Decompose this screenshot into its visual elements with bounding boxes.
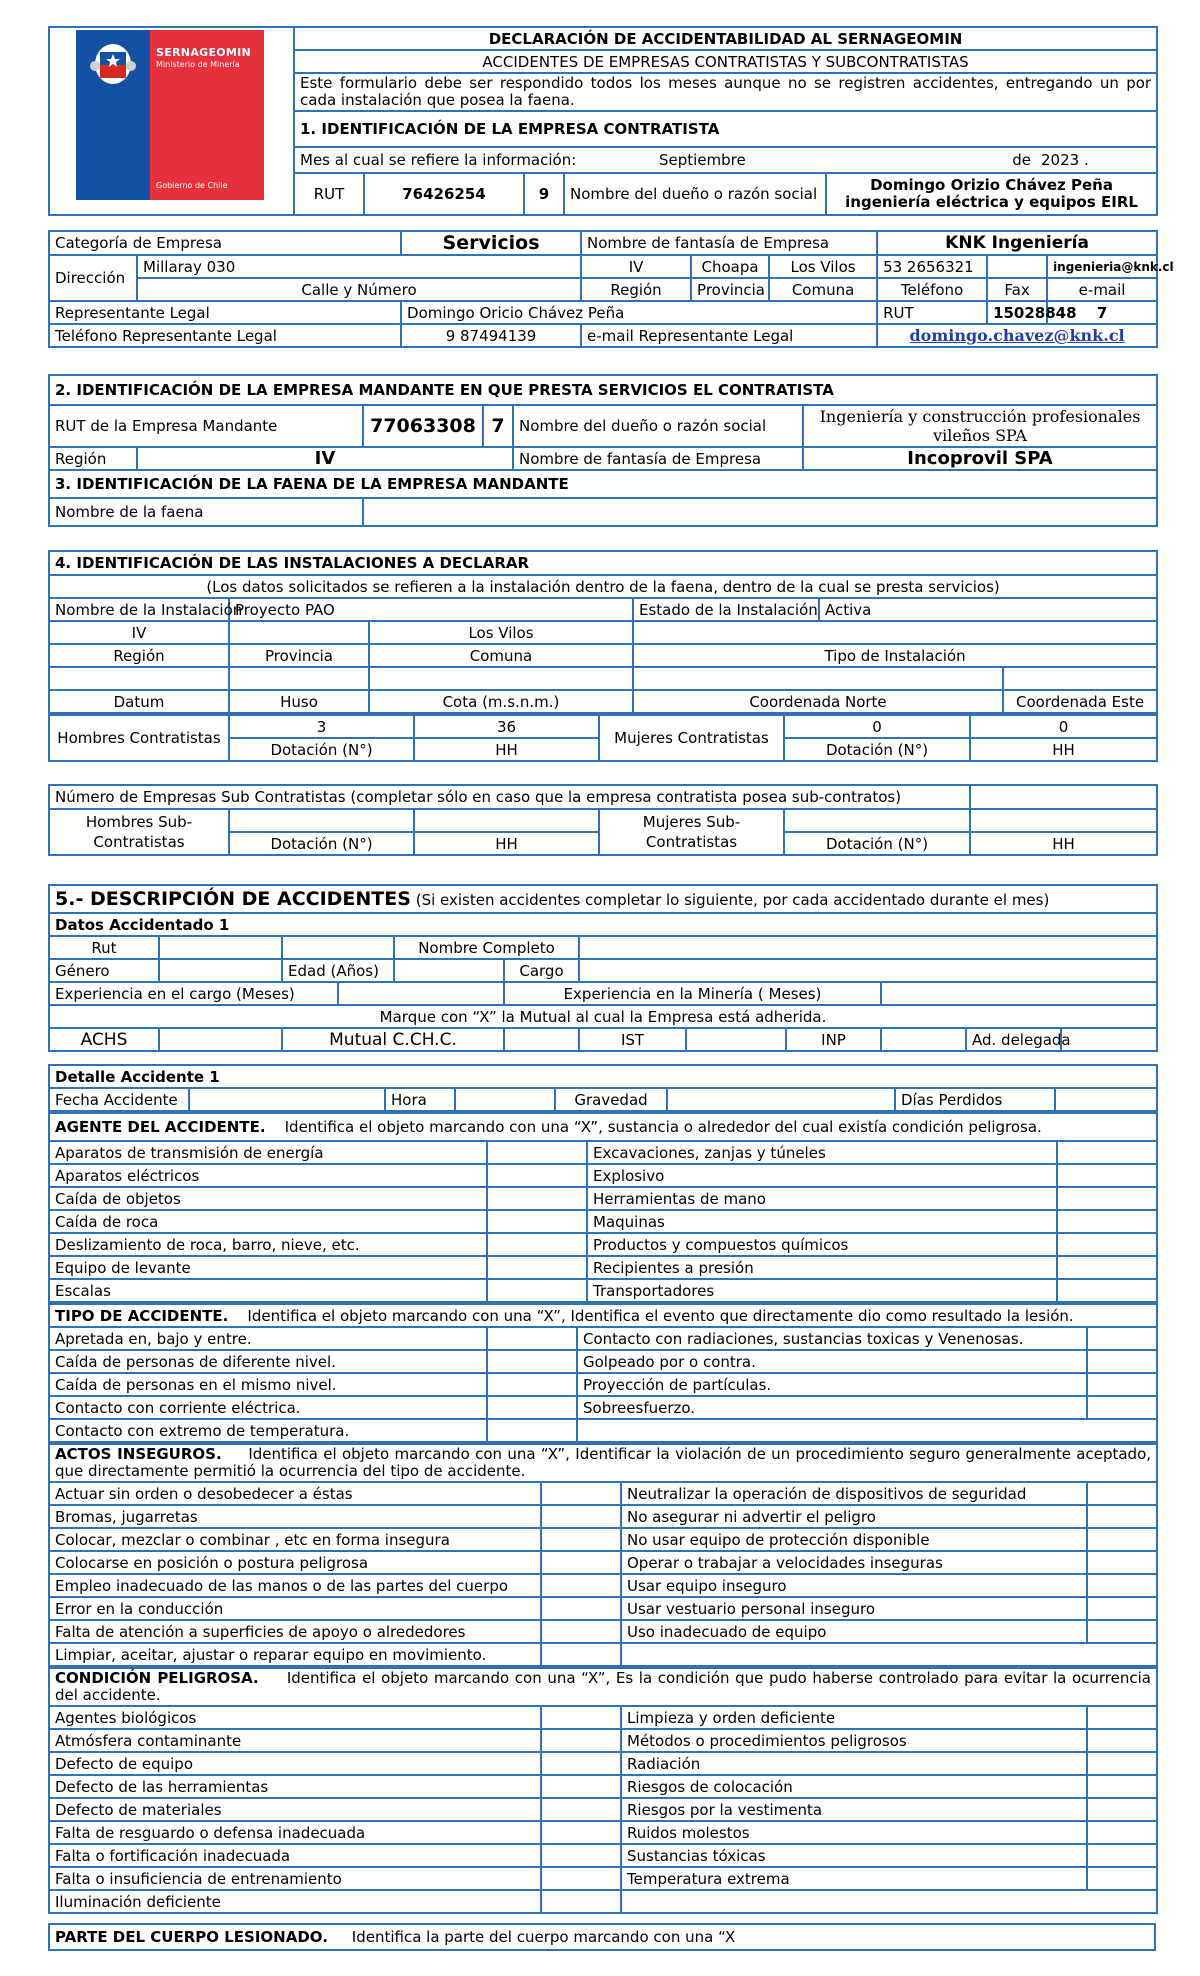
agent-right-check[interactable] [1057, 1233, 1157, 1256]
mutual-ist-label: IST [579, 1028, 686, 1051]
cond-left-check[interactable] [541, 1775, 621, 1798]
body-part-title: PARTE DEL CUERPO LESIONADO. [55, 1928, 328, 1946]
north-label: Coordenada Norte [633, 690, 1003, 713]
mandante-fantasy-value[interactable]: Incoprovil SPA [803, 447, 1157, 470]
men-contract-dot[interactable]: 3 [229, 715, 414, 738]
exp-position-value[interactable] [338, 982, 504, 1005]
faena-value[interactable] [363, 498, 1157, 526]
cond-left-item: Defecto de materiales [49, 1798, 541, 1821]
acts-left-check[interactable] [541, 1574, 621, 1597]
section-3-title: 3. IDENTIFICACIÓN DE LA FAENA DE LA EMPRESA MANDANTE [49, 470, 1157, 498]
victim-position-value[interactable] [579, 959, 1157, 982]
acts-right-item: Usar vestuario personal inseguro [621, 1597, 1087, 1620]
exp-mining-value[interactable] [881, 982, 1157, 1005]
rep-phone-label: Teléfono Representante Legal [49, 324, 401, 347]
sub-men-dot-label: Dotación (N°) [229, 832, 414, 855]
sub-count-value[interactable] [970, 785, 1157, 809]
body-part-block [48, 1923, 1156, 1951]
logo-ministry: Ministerio de Minería [156, 60, 240, 69]
mutual-cchc-label: Mutual C.CH.C. [282, 1028, 504, 1051]
cond-left-item: Iluminación deficiente [49, 1890, 541, 1913]
acts-right-item: No usar equipo de protección disponible [621, 1528, 1087, 1551]
cota-label: Cota (m.s.n.m.) [369, 690, 633, 713]
agent-left-check[interactable] [487, 1164, 587, 1187]
agent-left-check[interactable] [487, 1256, 587, 1279]
fantasy-value[interactable]: KNK Ingeniería [877, 231, 1157, 255]
exp-mining-label: Experiencia en la Minería ( Meses) [504, 982, 881, 1005]
east-label: Coordenada Este [1003, 690, 1157, 713]
inst-commune-value[interactable]: Los Vilos [369, 621, 633, 644]
cond-right-check[interactable] [1087, 1798, 1157, 1821]
acts-left-item: Falta de atención a superficies de apoyo o alrededores [49, 1620, 541, 1643]
type-left-item: Caída de personas de diferente nivel. [49, 1350, 487, 1373]
category-label: Categoría de Empresa [49, 231, 401, 255]
section-1-title: 1. IDENTIFICACIÓN DE LA EMPRESA CONTRATISTA [294, 111, 1157, 147]
datum-label: Datum [49, 690, 229, 713]
mandante-rut-value[interactable]: 77063308 [363, 405, 483, 447]
agent-right-check[interactable] [1057, 1210, 1157, 1233]
province-label: Provincia [691, 278, 769, 301]
acts-left-check[interactable] [541, 1505, 621, 1528]
accident-hour-value[interactable] [455, 1088, 555, 1111]
section-5-header [49, 885, 1157, 913]
rep-rut-value[interactable]: 15028848 [987, 301, 1047, 324]
inst-province-value[interactable] [229, 621, 369, 644]
acts-right-check[interactable] [1087, 1574, 1157, 1597]
mutual-delegada-check[interactable] [1061, 1028, 1157, 1051]
acts-title: ACTOS INSEGUROS. [55, 1445, 222, 1463]
rep-email-link[interactable]: domingo.chavez@knk.cl [909, 325, 1125, 345]
agent-left-check[interactable] [487, 1187, 587, 1210]
type-left-item: Contacto con extremo de temperatura. [49, 1419, 487, 1442]
type-right-empty [577, 1419, 1157, 1442]
cond-right-check[interactable] [1087, 1775, 1157, 1798]
fantasy-label: Nombre de fantasía de Empresa [581, 231, 877, 255]
cond-left-item: Agentes biológicos [49, 1706, 541, 1729]
cond-left-item: Defecto de equipo [49, 1752, 541, 1775]
section-2-table [48, 374, 1158, 527]
acts-right-check[interactable] [1087, 1482, 1157, 1505]
north-value[interactable] [633, 667, 1003, 690]
region-value[interactable]: IV [581, 255, 691, 278]
street-label: Calle y Número [137, 278, 581, 301]
huso-label: Huso [229, 690, 369, 713]
state-label: Estado de la Instalación [633, 598, 819, 621]
sub-men-label: Hombres Sub-Contratistas [49, 809, 229, 855]
agent-right-check[interactable] [1057, 1279, 1157, 1302]
cond-left-item: Falta o fortificación inadecuada [49, 1844, 541, 1867]
section-1-block [48, 26, 1156, 216]
victim-name-value[interactable] [579, 936, 1157, 959]
acts-left-item: Error en la conducción [49, 1597, 541, 1620]
sub-women-hh[interactable] [970, 809, 1157, 832]
women-contract-hh[interactable]: 0 [970, 715, 1157, 738]
acts-left-item: Colocar, mezclar o combinar , etc en forma insegura [49, 1528, 541, 1551]
cond-right-item: Riesgos de colocación [621, 1775, 1087, 1798]
men-contract-label: Hombres Contratistas [49, 715, 229, 761]
commune-value[interactable]: Los Vilos [769, 255, 877, 278]
acts-right-item: Neutralizar la operación de dispositivos de seguridad [621, 1482, 1087, 1505]
region-label: Región [581, 278, 691, 301]
state-value[interactable]: Activa [819, 598, 1157, 621]
inst-commune-label: Comuna [369, 644, 633, 667]
datum-value[interactable] [49, 667, 229, 690]
acts-left-check[interactable] [541, 1482, 621, 1505]
section-5-note: (Si existen accidentes completar lo siguiente, por cada accidentado durante el mes) [415, 891, 1050, 909]
acts-right-check[interactable] [1087, 1505, 1157, 1528]
sub-women-dot-label: Dotación (N°) [784, 832, 970, 855]
section-4-title: 4. IDENTIFICACIÓN DE LAS INSTALACIONES A DECLARAR [49, 551, 1157, 575]
rut-label: RUT [294, 173, 364, 215]
type-left-check[interactable] [487, 1327, 577, 1350]
men-hh-label: HH [414, 738, 599, 761]
agent-left-item: Aparatos eléctricos [49, 1164, 487, 1187]
cond-left-item: Falta o insuficiencia de entrenamiento [49, 1867, 541, 1890]
cond-left-check[interactable] [541, 1844, 621, 1867]
type-right-check[interactable] [1087, 1350, 1157, 1373]
header-table [48, 26, 1158, 216]
month-value[interactable]: Septiembre [654, 147, 931, 173]
section-4-note: (Los datos solicitados se refieren a la instalación dentro de la faena, dentro de la cual se presta servicios) [49, 575, 1157, 598]
women-hh-label: HH [970, 738, 1157, 761]
type-left-item: Caída de personas en el mismo nivel. [49, 1373, 487, 1396]
mutual-note: Marque con “X” la Mutual al cual la Empresa está adherida. [49, 1005, 1157, 1028]
accident-hour-label: Hora [385, 1088, 455, 1111]
email-label: e-mail [1047, 278, 1157, 301]
type-right-check[interactable] [1087, 1327, 1157, 1350]
acts-left-item: Limpiar, aceitar, ajustar o reparar equipo en movimiento. [49, 1643, 541, 1666]
rep-email-value[interactable] [877, 324, 1157, 347]
type-right-item: Sobreesfuerzo. [577, 1396, 1087, 1419]
cond-right-empty [621, 1890, 1157, 1913]
type-left-check[interactable] [487, 1373, 577, 1396]
conditions-header [49, 1668, 1157, 1706]
acts-right-item: Uso inadecuado de equipo [621, 1620, 1087, 1643]
acts-table [48, 1443, 1158, 1667]
type-table [48, 1303, 1158, 1443]
mandante-rut-label: RUT de la Empresa Mandante [49, 405, 363, 447]
acts-right-check[interactable] [1087, 1620, 1157, 1643]
company-table [48, 230, 1174, 348]
acts-left-item: Bromas, jugarretas [49, 1505, 541, 1528]
acts-left-item: Actuar sin orden o desobedecer a éstas [49, 1482, 541, 1505]
cond-left-check[interactable] [541, 1821, 621, 1844]
section-4-block [48, 550, 1156, 762]
agent-left-check[interactable] [487, 1279, 587, 1302]
street-value[interactable]: Millaray 030 [137, 255, 581, 278]
sub-count-label: Número de Empresas Sub Contratistas (completar sólo en caso que la empresa contratista posea sub-contratos) [49, 785, 970, 809]
rep-rut-label: RUT [877, 301, 987, 324]
section-2-block [48, 374, 1156, 527]
victim-gender-value[interactable] [159, 959, 282, 982]
year-value[interactable]: 2023 . [1036, 147, 1157, 173]
agent-left-check[interactable] [487, 1233, 587, 1256]
cond-left-check[interactable] [541, 1890, 621, 1913]
agent-desc: Identifica el objeto marcando con una “X”, sustancia o alrededor del cual existía condición peligrosa. [284, 1118, 1042, 1136]
logo-gov: Gobierno de Chile [156, 181, 228, 190]
victim-name-label: Nombre Completo [394, 936, 579, 959]
body-part-header [49, 1924, 1155, 1950]
east-value[interactable] [1003, 667, 1157, 690]
detail-title: Detalle Accidente 1 [49, 1065, 1157, 1088]
cond-left-check[interactable] [541, 1706, 621, 1729]
accident-detail-table [48, 1064, 1158, 1112]
mandante-owner-value[interactable]: Ingeniería y construcción profesionales vileños SPA [803, 405, 1157, 447]
sub-women-dot[interactable] [784, 809, 970, 832]
sub-men-hh-label: HH [414, 832, 599, 855]
victim-rut-dv[interactable] [282, 936, 394, 959]
women-contract-dot[interactable]: 0 [784, 715, 970, 738]
conditions-title: CONDICIÓN PELIGROSA. [55, 1669, 259, 1687]
inst-type-label: Tipo de Instalación [633, 644, 1157, 667]
accident-severity-value[interactable] [667, 1088, 895, 1111]
type-right-item: Golpeado por o contra. [577, 1350, 1087, 1373]
agent-right-check[interactable] [1057, 1256, 1157, 1279]
rep-rut-dv[interactable]: 7 [1047, 301, 1157, 324]
acts-left-check[interactable] [541, 1643, 621, 1666]
rep-value[interactable]: Domingo Oricio Chávez Peña [401, 301, 877, 324]
cond-left-check[interactable] [541, 1798, 621, 1821]
mandante-owner-label: Nombre del dueño o razón social [513, 405, 803, 447]
type-desc: Identifica el objeto marcando con una “X”, Identifica el evento que directamente dio como resultado la lesión. [247, 1306, 1074, 1325]
acts-left-check[interactable] [541, 1597, 621, 1620]
cond-left-item: Defecto de las herramientas [49, 1775, 541, 1798]
fax-value[interactable] [987, 255, 1047, 278]
form-subtitle: ACCIDENTES DE EMPRESAS CONTRATISTAS Y SUBCONTRATISTAS [294, 50, 1157, 73]
accident-severity-label: Gravedad [555, 1088, 667, 1111]
agent-table [48, 1112, 1158, 1303]
cond-left-item: Atmósfera contaminante [49, 1729, 541, 1752]
victim-position-label: Cargo [504, 959, 579, 982]
owner-label: Nombre del dueño o razón social [564, 173, 826, 215]
acts-right-check[interactable] [1087, 1528, 1157, 1551]
logo-cell [49, 27, 294, 215]
mandante-rut-dv[interactable]: 7 [483, 405, 513, 447]
form-title: DECLARACIÓN DE ACCIDENTABILIDAD AL SERNAGEOMIN [294, 27, 1157, 50]
body-part-desc: Identifica la parte del cuerpo marcando con una “X [351, 1928, 736, 1946]
agent-right-item: Explosivo [587, 1164, 1057, 1187]
accident-detail-block [48, 1064, 1156, 1914]
sub-men-dot[interactable] [229, 809, 414, 832]
rut-dv[interactable]: 9 [524, 173, 564, 215]
inst-region-label: Región [49, 644, 229, 667]
agent-right-item: Productos y compuestos químicos [587, 1233, 1057, 1256]
cond-right-check[interactable] [1087, 1867, 1157, 1890]
section-2-title: 2. IDENTIFICACIÓN DE LA EMPRESA MANDANTE EN QUE PRESTA SERVICIOS EL CONTRATISTA [49, 375, 1157, 405]
accident-date-label: Fecha Accidente [49, 1088, 189, 1111]
cond-right-check[interactable] [1087, 1821, 1157, 1844]
commune-label: Comuna [769, 278, 877, 301]
agent-right-check[interactable] [1057, 1164, 1157, 1187]
installation-value[interactable]: Proyecto PAO [229, 598, 633, 621]
agent-header [49, 1113, 1157, 1141]
agent-left-check[interactable] [487, 1210, 587, 1233]
workers-table [48, 714, 1158, 762]
cond-left-check[interactable] [541, 1867, 621, 1890]
women-dot-label: Dotación (N°) [784, 738, 970, 761]
email-value[interactable]: ingenieria@knk.cl [1047, 255, 1157, 278]
month-label: Mes al cual se refiere la información: [294, 147, 654, 173]
cond-left-check[interactable] [541, 1752, 621, 1775]
form-note: Este formulario debe ser respondido todos los meses aunque no se registren accidentes, entregando un por cada instalación que posea la faena. [294, 73, 1157, 111]
agent-right-check[interactable] [1057, 1141, 1157, 1164]
cond-left-item: Falta de resguardo o defensa inadecuada [49, 1821, 541, 1844]
rep-label: Representante Legal [49, 301, 401, 324]
accident-date-value[interactable] [189, 1088, 385, 1111]
acts-header [49, 1444, 1157, 1482]
acts-left-check[interactable] [541, 1528, 621, 1551]
type-right-item: Proyección de partículas. [577, 1373, 1087, 1396]
cond-right-check[interactable] [1087, 1729, 1157, 1752]
installation-label: Nombre de la Instalación [49, 598, 229, 621]
mutual-achs-label: ACHS [49, 1028, 159, 1051]
phone-value[interactable]: 53 2656321 [877, 255, 987, 278]
mutual-ist-check[interactable] [686, 1028, 786, 1051]
agent-left-item: Aparatos de transmisión de energía [49, 1141, 487, 1164]
agent-right-item: Maquinas [587, 1210, 1057, 1233]
category-value[interactable]: Servicios [401, 231, 581, 255]
cond-right-item: Radiación [621, 1752, 1087, 1775]
agent-right-item: Herramientas de mano [587, 1187, 1057, 1210]
section-5-title: 5.- DESCRIPCIÓN DE ACCIDENTES [55, 888, 411, 910]
acts-left-check[interactable] [541, 1620, 621, 1643]
lost-days-label: Días Perdidos [895, 1088, 1055, 1111]
acts-left-item: Empleo inadecuado de las manos o de las partes del cuerpo [49, 1574, 541, 1597]
body-part-table [48, 1923, 1156, 1951]
rep-phone-value[interactable]: 9 87494139 [401, 324, 581, 347]
victim-gender-label: Género [49, 959, 159, 982]
men-dot-label: Dotación (N°) [229, 738, 414, 761]
cond-right-item: Riesgos por la vestimenta [621, 1798, 1087, 1821]
type-left-item: Apretada en, bajo y entre. [49, 1327, 487, 1350]
acts-desc: Identifica el objeto marcando con una “X”, Identificar la violación de un procedimiento seguro generalmente aceptado, que directamente permitió la ocurrencia del tipo de accidente. [55, 1445, 1152, 1480]
province-value[interactable]: Choapa [691, 255, 769, 278]
men-contract-hh[interactable]: 36 [414, 715, 599, 738]
type-header [49, 1304, 1157, 1327]
type-title: TIPO DE ACCIDENTE. [55, 1306, 229, 1325]
type-left-item: Contacto con corriente eléctrica. [49, 1396, 487, 1419]
acts-left-item: Colocarse en posición o postura peligrosa [49, 1551, 541, 1574]
exp-position-label: Experiencia en el cargo (Meses) [49, 982, 338, 1005]
address-label: Dirección [49, 255, 137, 301]
cond-right-check[interactable] [1087, 1706, 1157, 1729]
mutual-cchc-check[interactable] [504, 1028, 579, 1051]
cond-right-item: Sustancias tóxicas [621, 1844, 1087, 1867]
agent-left-item: Escalas [49, 1279, 487, 1302]
inst-region-value[interactable]: IV [49, 621, 229, 644]
acts-right-item: Usar equipo inseguro [621, 1574, 1087, 1597]
agent-right-item: Recipientes a presión [587, 1256, 1057, 1279]
sub-women-label: Mujeres Sub-Contratistas [599, 809, 784, 855]
acts-right-check[interactable] [1087, 1597, 1157, 1620]
conditions-table [48, 1667, 1158, 1914]
rep-email-label: e-mail Representante Legal [581, 324, 877, 347]
mutual-achs-check[interactable] [159, 1028, 282, 1051]
type-right-check[interactable] [1087, 1373, 1157, 1396]
cond-right-item: Ruidos molestos [621, 1821, 1087, 1844]
section-5-table [48, 884, 1158, 1052]
logo-brand: SERNAGEOMIN [156, 46, 252, 59]
type-left-check[interactable] [487, 1419, 577, 1442]
inst-type-value[interactable] [633, 621, 1157, 644]
type-right-item: Contacto con radiaciones, sustancias toxicas y Venenosas. [577, 1327, 1087, 1350]
owner-value[interactable]: Domingo Orizio Chávez Peña ingeniería eléctrica y equipos EIRL [826, 173, 1157, 215]
victim-age-label: Edad (Años) [282, 959, 394, 982]
phone-label: Teléfono [877, 278, 987, 301]
agent-right-item: Excavaciones, zanjas y túneles [587, 1141, 1057, 1164]
section-5-block [48, 884, 1156, 1052]
mandante-region-value[interactable]: IV [137, 447, 513, 470]
cond-right-check[interactable] [1087, 1844, 1157, 1867]
year-de: de [931, 147, 1036, 173]
agent-right-item: Transportadores [587, 1279, 1057, 1302]
agent-right-check[interactable] [1057, 1187, 1157, 1210]
cond-right-item: Temperatura extrema [621, 1867, 1087, 1890]
acts-right-item: No asegurar ni advertir el peligro [621, 1505, 1087, 1528]
victim-age-value[interactable] [394, 959, 504, 982]
subcontractors-table [48, 784, 1158, 856]
type-right-check[interactable] [1087, 1396, 1157, 1419]
mutual-inp-check[interactable] [881, 1028, 966, 1051]
type-left-check[interactable] [487, 1350, 577, 1373]
lost-days-value[interactable] [1055, 1088, 1157, 1111]
victim-data-title: Datos Accidentado 1 [49, 913, 1157, 936]
cond-right-check[interactable] [1087, 1752, 1157, 1775]
section-4-table [48, 550, 1158, 714]
acts-left-check[interactable] [541, 1551, 621, 1574]
section-1-company [48, 230, 1174, 348]
conditions-desc: Identifica el objeto marcando con una “X”, Es la condición que pudo haberse controlado para evitar la ocurrencia del accidente. [55, 1669, 1151, 1704]
victim-rut-label: Rut [49, 936, 159, 959]
faena-label: Nombre de la faena [49, 498, 363, 526]
fax-label: Fax [987, 278, 1047, 301]
agent-left-item: Caída de roca [49, 1210, 487, 1233]
mandante-region-label: Región [49, 447, 137, 470]
mutual-delegada-label: Ad. delegada [966, 1028, 1061, 1051]
acts-right-empty [621, 1643, 1157, 1666]
agent-left-check[interactable] [487, 1141, 587, 1164]
agent-left-item: Deslizamiento de roca, barro, nieve, etc. [49, 1233, 487, 1256]
type-left-check[interactable] [487, 1396, 577, 1419]
mutual-inp-label: INP [786, 1028, 881, 1051]
agent-left-item: Equipo de levante [49, 1256, 487, 1279]
sub-women-hh-label: HH [970, 832, 1157, 855]
victim-rut-value[interactable] [159, 936, 282, 959]
cond-right-item: Métodos o procedimientos peligrosos [621, 1729, 1087, 1752]
subcontractors-block [48, 784, 1156, 856]
cond-right-item: Limpieza y orden deficiente [621, 1706, 1087, 1729]
agent-left-item: Caída de objetos [49, 1187, 487, 1210]
inst-province-label: Provincia [229, 644, 369, 667]
cond-left-check[interactable] [541, 1729, 621, 1752]
huso-value[interactable] [229, 667, 369, 690]
acts-right-item: Operar o trabajar a velocidades inseguras [621, 1551, 1087, 1574]
rut-value[interactable]: 76426254 [364, 173, 524, 215]
acts-right-check[interactable] [1087, 1551, 1157, 1574]
cota-value[interactable] [369, 667, 633, 690]
women-contract-label: Mujeres Contratistas [599, 715, 784, 761]
sub-men-hh[interactable] [414, 809, 599, 832]
agent-title: AGENTE DEL ACCIDENTE. [55, 1118, 266, 1136]
mandante-fantasy-label: Nombre de fantasía de Empresa [513, 447, 803, 470]
